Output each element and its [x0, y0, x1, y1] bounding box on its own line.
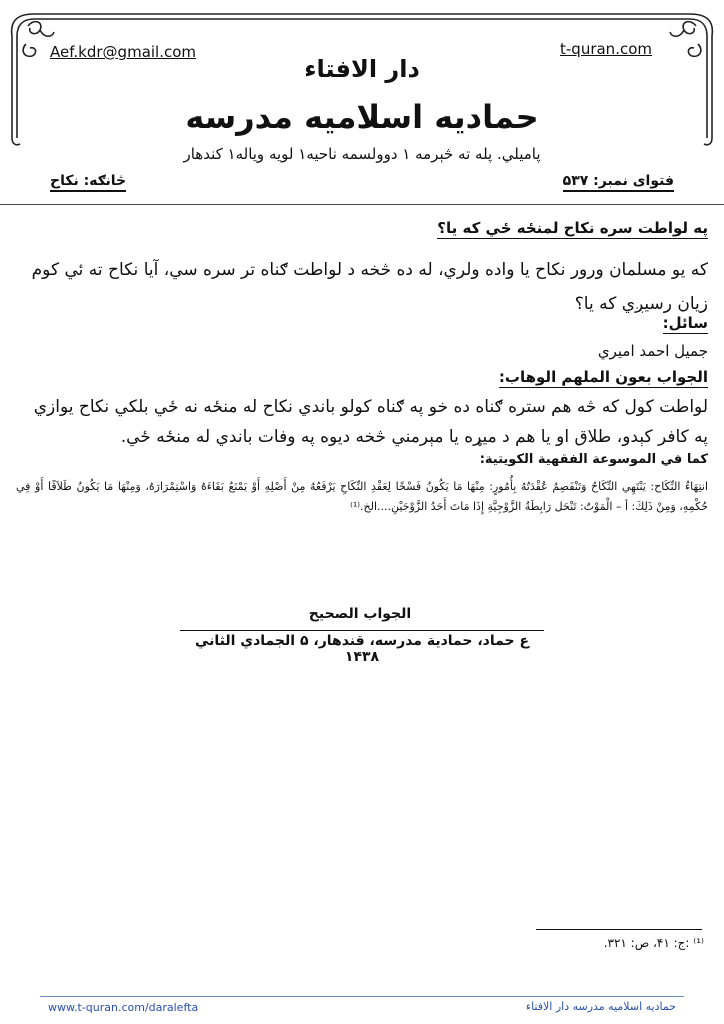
header-divider — [0, 204, 724, 205]
signature-line: ع حماد، حمادية مدرسه، قندهار، ۵ الجمادي الثاني ۱۴۳۸ — [180, 630, 544, 665]
contact-email[interactable]: Aef.kdr@gmail.com — [50, 43, 197, 61]
footer-name: حمادیه اسلامیه مدرسه دار الافتاء — [525, 1000, 676, 1013]
madrasa-title: حمادیه اسلامیه مدرسه — [185, 98, 539, 136]
website-link[interactable]: t-quran.com — [560, 40, 652, 58]
address: پامیلي. پله ته څېرمه ۱ دوولسمه ناحیه۱ لویه ویاله۱ کندهار — [183, 145, 541, 163]
footer-url[interactable]: www.t-quran.com/daralefta — [48, 1001, 199, 1014]
answer-heading: الجواب بعون الملهم الوهاب: — [498, 368, 708, 386]
question-body: که یو مسلمان ورور نکاح یا واده ولري، له ده څخه د لواطت ګناه تر سره سي، آیا نکاح ته ئي کوم زیان رسیږي که یا؟ — [31, 260, 708, 314]
footnote: ⁽¹⁾ :ج: ۴۱، ص: ۳۲۱. — [603, 936, 704, 950]
footer-divider — [40, 996, 684, 997]
answer-body: لواطت کول که څه هم ستره ګناه ده خو په ګناه کولو باندي نکاح له منځه نه ځي بلکي نکاح یوازي په کافر کېدو، طلاق او یا هم د میړه یا مېرمني څخه دیوه په وفات باندي له منځه ځي. — [33, 397, 708, 447]
signature-heading: الجواب الصحيح — [308, 606, 412, 622]
asker-name: جمیل احمد امیري — [597, 342, 708, 360]
section-label: څانګه: نکاح — [50, 173, 126, 192]
dar-al-ifta-title: دار الافتاء — [304, 55, 420, 83]
reference-label: كما في الموسوعة الفقهية الكويتية: — [479, 452, 708, 467]
asker-label: سائل: — [662, 314, 708, 332]
question-title: په لواطت سره نکاح لمنځه ځي که یا؟ — [437, 219, 708, 237]
footnote-divider — [536, 929, 702, 930]
arabic-quote: انتِهَاءُ النِّكَاح: يَنْتَهِي النِّكَاحُ وَتَنْفَصِمُ عُقْدَتُهُ بِأُمُورٍ: مِنْهَا مَا يَكُونُ فَسْخًا لِعَقْدِ النِّكَاحِ يَرْفَعُهُ مِنْ أَصْلِهِ أَوْ يَمْنَعُ بَقَاءَهُ وَاسْتِمْرَارَهُ، وَمِنْهَا مَا يَكُونُ طَلاَقًا أَوْ فِي حُكْمِهِ، وَمِنْ ذَلِكَ: أ – الْمَوْتُ: تَنْحَل رَابِطَةُ الزَّوْجِيَّةِ إِذَا مَاتَ أَحَدُ الزَّوْجَيْنِ....الخ.⁽¹⁾ — [16, 480, 708, 513]
fatwa-number: فتوای نمبر: ۵۳۷ — [563, 173, 674, 192]
